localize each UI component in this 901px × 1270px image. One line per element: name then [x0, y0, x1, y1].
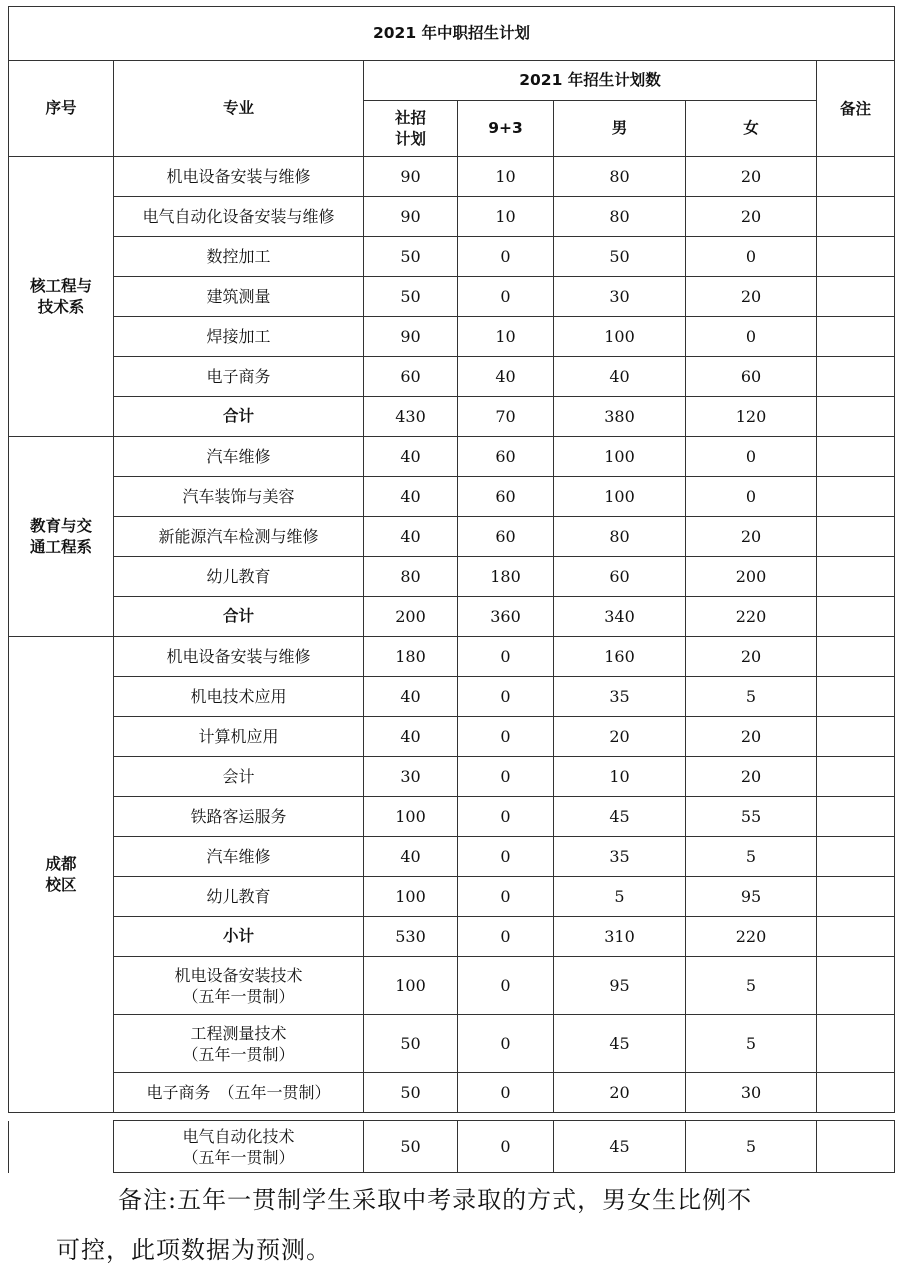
remark-cell	[817, 317, 895, 357]
major-cell: 数控加工	[114, 237, 364, 277]
table-row	[9, 1073, 895, 1113]
male-cell: 100	[554, 437, 686, 477]
male-cell: 340	[554, 597, 686, 637]
female-cell: 5	[686, 677, 817, 717]
major-cell: 机电设备安装与维修	[114, 637, 364, 677]
table-row	[9, 637, 895, 677]
female-cell: 20	[686, 717, 817, 757]
table-row	[9, 357, 895, 397]
male-cell: 100	[554, 477, 686, 517]
major-cell: 机电设备安装与维修	[114, 157, 364, 197]
female-cell: 20	[686, 757, 817, 797]
remark-cell	[817, 517, 895, 557]
remark-cell	[817, 277, 895, 317]
social-plan-cell: 430	[364, 397, 458, 437]
major-cell: 幼儿教育	[114, 557, 364, 597]
remark-cell	[817, 557, 895, 597]
table-row	[9, 837, 895, 877]
male-cell: 310	[554, 917, 686, 957]
table-row	[9, 437, 895, 477]
nine-three-cell: 10	[458, 317, 554, 357]
female-cell: 20	[686, 277, 817, 317]
female-cell: 5	[686, 957, 817, 1015]
male-cell: 80	[554, 197, 686, 237]
table-row	[9, 557, 895, 597]
major-cell: 电子商务	[114, 357, 364, 397]
nine-three-cell: 0	[458, 237, 554, 277]
major-cell: 新能源汽车检测与维修	[114, 517, 364, 557]
remark-cell	[817, 637, 895, 677]
nine-three-cell: 70	[458, 397, 554, 437]
male-cell: 30	[554, 277, 686, 317]
social-plan-cell: 30	[364, 757, 458, 797]
male-cell: 60	[554, 557, 686, 597]
male-cell: 35	[554, 677, 686, 717]
nine-three-cell: 0	[458, 277, 554, 317]
major-cell: 汽车装饰与美容	[114, 477, 364, 517]
major-cell: 机电技术应用	[114, 677, 364, 717]
social-plan-cell: 40	[364, 717, 458, 757]
female-cell: 200	[686, 557, 817, 597]
major-cell: 计算机应用	[114, 717, 364, 757]
social-plan-cell: 40	[364, 517, 458, 557]
major-cell: 焊接加工	[114, 317, 364, 357]
major-cell: 合计	[114, 397, 364, 437]
nine-three-cell: 0	[458, 1015, 554, 1073]
social-plan-cell: 40	[364, 677, 458, 717]
male-cell: 40	[554, 357, 686, 397]
remark-cell	[817, 917, 895, 957]
seq-cell-blank	[9, 1121, 114, 1173]
major-cell: 幼儿教育	[114, 877, 364, 917]
social-plan-cell: 530	[364, 917, 458, 957]
header-nine-plus-three: 9+3	[458, 101, 554, 157]
major-cell: 会计	[114, 757, 364, 797]
social-plan-cell: 50	[364, 1121, 458, 1173]
social-plan-cell: 80	[364, 557, 458, 597]
social-plan-cell: 100	[364, 797, 458, 837]
nine-three-cell: 180	[458, 557, 554, 597]
remark-cell	[817, 157, 895, 197]
total-row	[9, 397, 895, 437]
male-cell: 20	[554, 1073, 686, 1113]
social-plan-cell: 40	[364, 437, 458, 477]
nine-three-cell: 40	[458, 357, 554, 397]
nine-three-cell: 0	[458, 797, 554, 837]
nine-three-cell: 0	[458, 917, 554, 957]
continuation-row	[9, 1121, 895, 1173]
enrollment-plan-table	[8, 6, 895, 1113]
nine-three-cell: 0	[458, 637, 554, 677]
social-plan-cell: 90	[364, 317, 458, 357]
nine-three-cell: 0	[458, 837, 554, 877]
header-major: 专业	[114, 61, 364, 157]
remark-cell	[817, 757, 895, 797]
header-row-1	[9, 61, 895, 101]
female-cell: 20	[686, 517, 817, 557]
social-plan-cell: 50	[364, 1015, 458, 1073]
major-cell: 建筑测量	[114, 277, 364, 317]
table-row	[9, 237, 895, 277]
social-plan-cell: 90	[364, 157, 458, 197]
total-row	[9, 597, 895, 637]
female-cell: 60	[686, 357, 817, 397]
remark-cell	[817, 957, 895, 1015]
female-cell: 120	[686, 397, 817, 437]
nine-three-cell: 0	[458, 677, 554, 717]
male-cell: 80	[554, 157, 686, 197]
table-title: 2021 年中职招生计划	[9, 7, 895, 61]
table-row	[9, 157, 895, 197]
group-name: 教育与交 通工程系	[9, 437, 114, 637]
remark-cell	[817, 1015, 895, 1073]
group-name: 成都 校区	[9, 637, 114, 1113]
female-cell: 20	[686, 157, 817, 197]
remark-cell	[817, 797, 895, 837]
table-row	[9, 477, 895, 517]
table-row	[9, 797, 895, 837]
remark-cell	[817, 677, 895, 717]
social-plan-cell: 50	[364, 277, 458, 317]
female-cell: 5	[686, 1015, 817, 1073]
major-cell: 机电设备安装技术 （五年一贯制）	[114, 957, 364, 1015]
header-remark: 备注	[817, 61, 895, 157]
female-cell: 0	[686, 317, 817, 357]
table-row	[9, 957, 895, 1015]
male-cell: 45	[554, 1121, 686, 1173]
table-row	[9, 877, 895, 917]
female-cell: 0	[686, 237, 817, 277]
major-cell: 汽车维修	[114, 437, 364, 477]
social-plan-cell: 100	[364, 877, 458, 917]
table-row	[9, 717, 895, 757]
major-cell: 铁路客运服务	[114, 797, 364, 837]
female-cell: 55	[686, 797, 817, 837]
social-plan-cell: 200	[364, 597, 458, 637]
male-cell: 45	[554, 1015, 686, 1073]
social-plan-cell: 50	[364, 1073, 458, 1113]
header-female: 女	[686, 101, 817, 157]
title-row	[9, 7, 895, 61]
remark-cell	[817, 237, 895, 277]
major-cell: 合计	[114, 597, 364, 637]
remark-cell	[817, 877, 895, 917]
nine-three-cell: 60	[458, 437, 554, 477]
remark-cell	[817, 397, 895, 437]
male-cell: 10	[554, 757, 686, 797]
table-row	[9, 1015, 895, 1073]
male-cell: 50	[554, 237, 686, 277]
remark-cell	[817, 357, 895, 397]
remark-cell	[817, 1121, 895, 1173]
female-cell: 5	[686, 837, 817, 877]
female-cell: 220	[686, 917, 817, 957]
header-male: 男	[554, 101, 686, 157]
nine-three-cell: 60	[458, 477, 554, 517]
social-plan-cell: 50	[364, 237, 458, 277]
nine-three-cell: 0	[458, 957, 554, 1015]
nine-three-cell: 10	[458, 197, 554, 237]
remark-cell	[817, 197, 895, 237]
major-cell: 工程测量技术 （五年一贯制）	[114, 1015, 364, 1073]
female-cell: 95	[686, 877, 817, 917]
remark-cell	[817, 1073, 895, 1113]
total-row	[9, 917, 895, 957]
female-cell: 5	[686, 1121, 817, 1173]
major-cell: 电气自动化技术 （五年一贯制）	[114, 1121, 364, 1173]
table-body	[9, 7, 895, 1113]
female-cell: 30	[686, 1073, 817, 1113]
note-line-1: 备注:五年一贯制学生采取中考录取的方式，男女生比例不	[118, 1186, 753, 1214]
remark-cell	[817, 597, 895, 637]
nine-three-cell: 0	[458, 1121, 554, 1173]
header-plan-count: 2021 年招生计划数	[364, 61, 817, 101]
male-cell: 35	[554, 837, 686, 877]
group-name: 核工程与 技术系	[9, 157, 114, 437]
remark-cell	[817, 717, 895, 757]
social-plan-cell: 60	[364, 357, 458, 397]
nine-three-cell: 10	[458, 157, 554, 197]
major-cell: 电子商务 （五年一贯制）	[114, 1073, 364, 1113]
male-cell: 380	[554, 397, 686, 437]
male-cell: 5	[554, 877, 686, 917]
female-cell: 20	[686, 197, 817, 237]
social-plan-cell: 100	[364, 957, 458, 1015]
female-cell: 0	[686, 477, 817, 517]
social-plan-cell: 40	[364, 837, 458, 877]
remark-cell	[817, 837, 895, 877]
social-plan-cell: 180	[364, 637, 458, 677]
nine-three-cell: 60	[458, 517, 554, 557]
nine-three-cell: 0	[458, 717, 554, 757]
social-plan-cell: 90	[364, 197, 458, 237]
table-row	[9, 677, 895, 717]
male-cell: 80	[554, 517, 686, 557]
table-row	[9, 277, 895, 317]
male-cell: 95	[554, 957, 686, 1015]
remark-cell	[817, 477, 895, 517]
female-cell: 0	[686, 437, 817, 477]
nine-three-cell: 0	[458, 1073, 554, 1113]
major-cell: 电气自动化设备安装与维修	[114, 197, 364, 237]
table-row	[9, 517, 895, 557]
table-row	[9, 757, 895, 797]
header-seq: 序号	[9, 61, 114, 157]
nine-three-cell: 360	[458, 597, 554, 637]
nine-three-cell: 0	[458, 877, 554, 917]
major-cell: 小计	[114, 917, 364, 957]
major-cell: 汽车维修	[114, 837, 364, 877]
female-cell: 20	[686, 637, 817, 677]
female-cell: 220	[686, 597, 817, 637]
header-social-plan: 社招 计划	[364, 101, 458, 157]
social-plan-cell: 40	[364, 477, 458, 517]
remark-cell	[817, 437, 895, 477]
male-cell: 20	[554, 717, 686, 757]
nine-three-cell: 0	[458, 757, 554, 797]
table-row	[9, 197, 895, 237]
table-row	[9, 317, 895, 357]
male-cell: 100	[554, 317, 686, 357]
continuation-table	[8, 1120, 895, 1173]
note-line-2: 可控，此项数据为预测。	[56, 1236, 331, 1264]
male-cell: 45	[554, 797, 686, 837]
male-cell: 160	[554, 637, 686, 677]
